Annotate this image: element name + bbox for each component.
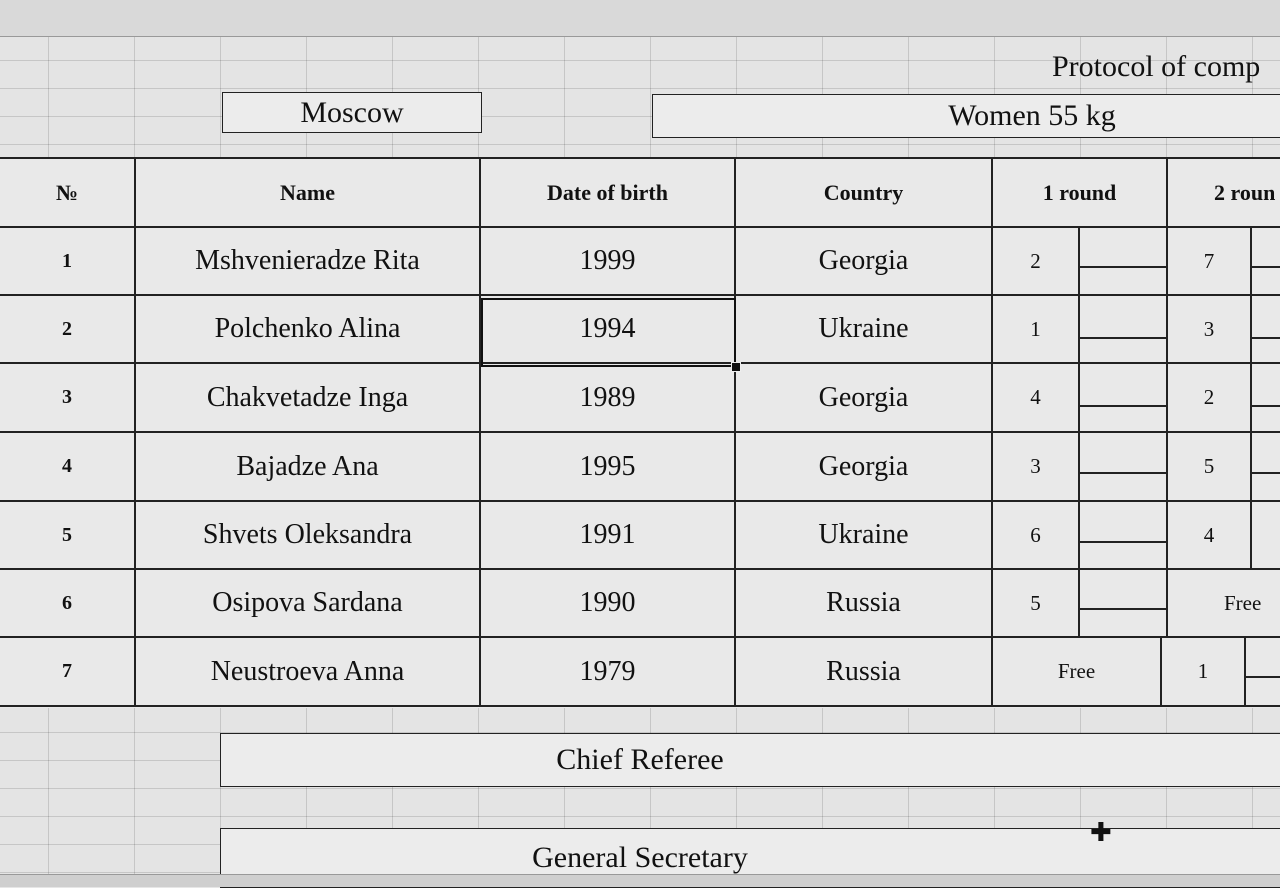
round-1-draw[interactable]: 5	[1030, 590, 1041, 615]
country[interactable]: Ukraine	[818, 313, 909, 344]
athlete-name[interactable]: Osipova Sardana	[212, 587, 403, 618]
header-country: Country	[823, 179, 904, 205]
header-name: Name	[280, 179, 335, 205]
row-number[interactable]: 2	[62, 317, 72, 340]
row-number[interactable]: 7	[62, 660, 72, 682]
round-2-draw[interactable]: 4	[1203, 522, 1215, 547]
round-2-draw[interactable]: 1	[1197, 659, 1209, 683]
table-border-bottom	[0, 705, 1280, 707]
row-number[interactable]: 6	[62, 591, 72, 614]
round-1-free[interactable]: Free	[1057, 659, 1096, 683]
category-cell[interactable]: Women 55 kg	[652, 94, 1280, 138]
header-round-2: 2 roun	[1214, 179, 1276, 205]
bracket-line	[1246, 676, 1280, 678]
protocol-title: Protocol of comp	[1052, 50, 1261, 83]
status-bar	[0, 874, 1280, 887]
country[interactable]: Russia	[826, 655, 901, 687]
bracket-line	[1252, 266, 1280, 268]
country[interactable]: Georgia	[818, 245, 909, 276]
round1-subcol-divider	[1078, 228, 1080, 638]
fill-handle[interactable]	[731, 362, 741, 372]
round-2-free[interactable]: Free	[1224, 590, 1262, 615]
row-number[interactable]: 3	[62, 386, 72, 408]
round-2-draw[interactable]: 3	[1203, 316, 1215, 341]
athlete-name[interactable]: Mshvenieradze Rita	[195, 245, 420, 276]
row-number[interactable]: 1	[62, 249, 72, 272]
country[interactable]: Ukraine	[818, 519, 909, 550]
country[interactable]: Georgia	[818, 450, 909, 482]
round2-subcol-divider	[1250, 228, 1252, 570]
spreadsheet-top-band	[0, 0, 1280, 37]
round-2-draw[interactable]: 5	[1203, 454, 1215, 478]
bracket-line	[1080, 266, 1166, 268]
birth-year[interactable]: 1990	[579, 587, 636, 618]
round-1-draw[interactable]: 3	[1030, 454, 1041, 478]
header-round-1: 1 round	[1042, 179, 1117, 205]
birth-year[interactable]: 1999	[579, 245, 636, 276]
birth-year[interactable]: 1989	[579, 381, 636, 413]
athlete-name[interactable]: Neustroeva Anna	[210, 655, 405, 687]
birth-year[interactable]: 1991	[579, 519, 636, 550]
general-secretary-cell[interactable]: General Secretary	[220, 828, 1280, 888]
round-1-draw[interactable]: 6	[1030, 522, 1041, 547]
athlete-name[interactable]: Bajadze Ana	[236, 450, 379, 482]
bracket-line	[1080, 337, 1166, 339]
bracket-line	[1080, 608, 1166, 610]
city-cell[interactable]: Moscow	[222, 92, 482, 133]
birth-year[interactable]: 1979	[579, 655, 636, 687]
selected-cell-outline[interactable]	[481, 298, 736, 367]
athlete-name[interactable]: Shvets Oleksandra	[202, 519, 413, 550]
round-1-draw[interactable]: 1	[1030, 316, 1041, 341]
bracket-line	[1080, 472, 1166, 474]
bracket-line	[1252, 472, 1280, 474]
chief-referee-cell[interactable]: Chief Referee	[220, 733, 1280, 787]
row-number[interactable]: 4	[62, 455, 72, 477]
birth-year[interactable]: 1994	[579, 313, 636, 344]
bracket-line	[1080, 541, 1166, 543]
bracket-line	[1252, 405, 1280, 407]
bracket-line	[1252, 337, 1280, 339]
header-number: №	[55, 179, 79, 205]
birth-year[interactable]: 1995	[579, 450, 636, 482]
header-date-of-birth: Date of birth	[547, 179, 668, 205]
round-1-draw[interactable]: 4	[1030, 385, 1041, 409]
bracket-line	[1080, 405, 1166, 407]
round-2-draw[interactable]: 7	[1203, 248, 1215, 273]
athlete-name[interactable]: Polchenko Alina	[214, 313, 401, 344]
cell-cursor-icon: ✚	[1090, 818, 1112, 847]
row-number[interactable]: 5	[62, 523, 72, 546]
round-1-draw[interactable]: 2	[1030, 248, 1041, 273]
athlete-name[interactable]: Chakvetadze Inga	[206, 381, 409, 413]
country[interactable]: Russia	[826, 587, 901, 618]
round2-subcol-divider	[1244, 638, 1246, 707]
round-2-draw[interactable]: 2	[1203, 385, 1215, 409]
country[interactable]: Georgia	[818, 381, 909, 413]
